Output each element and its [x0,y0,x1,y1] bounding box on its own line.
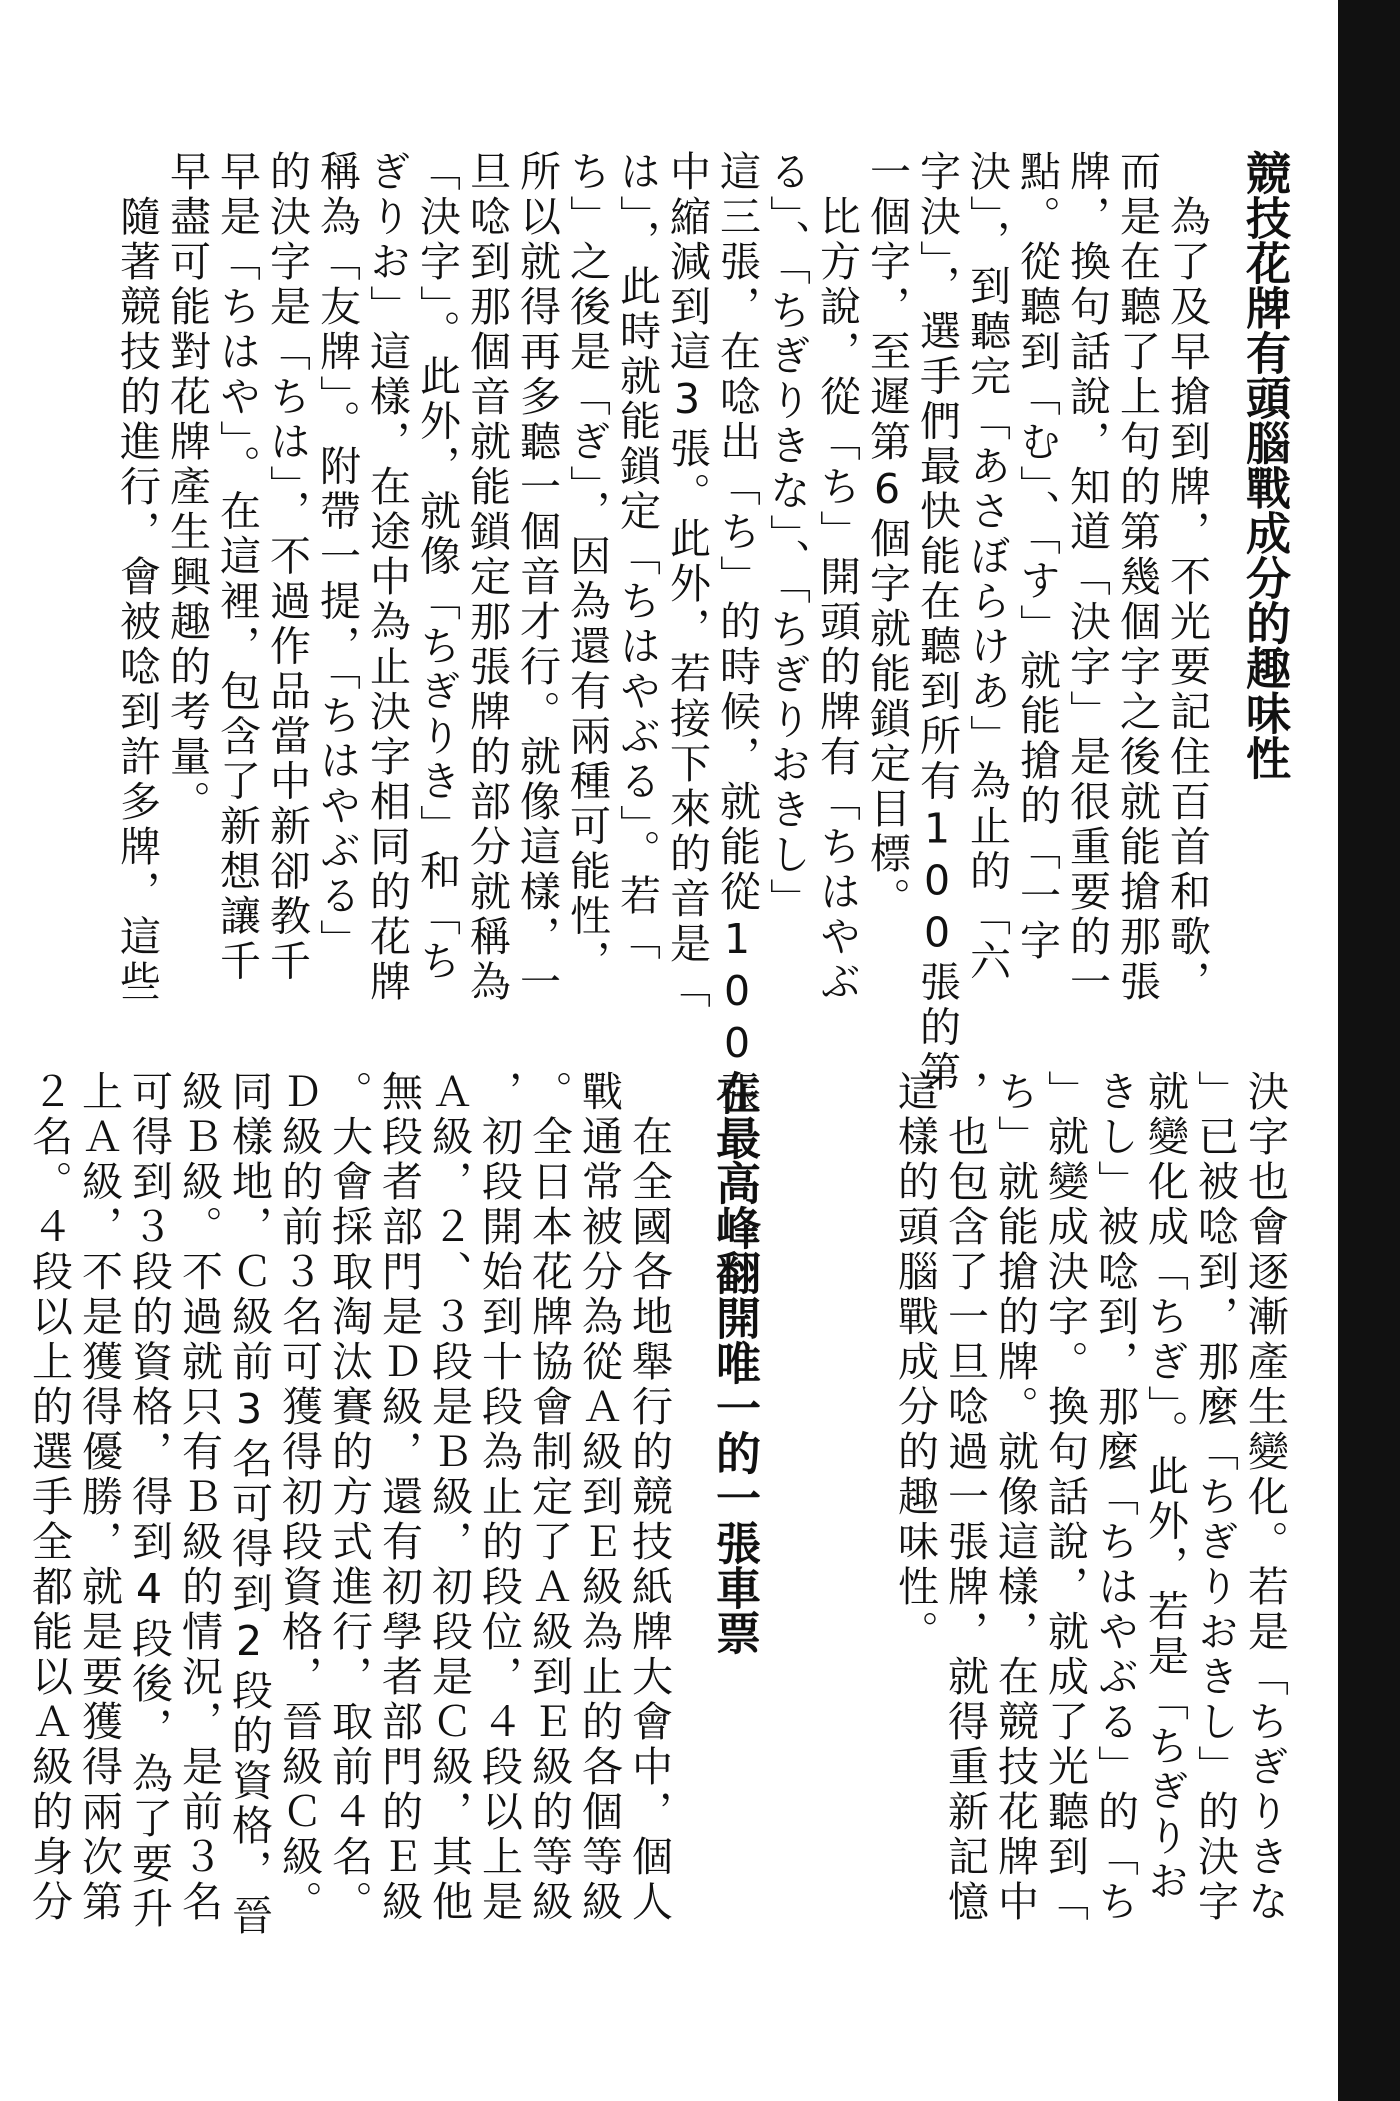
text-line: 無段者部門是Ｄ級，還有初學者部門的Ｅ級 [375,1070,423,1925]
text-line: 為了及早搶到牌，不光要記住百首和歌， [1163,150,1211,1005]
text-line: る」、「ちぎりきな」、「ちぎりおきし」 [763,150,811,923]
text-line: 戰通常被分為從Ａ級到Ｅ級為止的各個等級 [575,1070,623,1925]
text-line: 隨著競技的進行，會被唸到許多牌，這些 [113,150,161,1005]
text-line: 一個字，至遲第6個字就能鎖定目標。 [863,150,911,922]
bottom-right-article-block [770,1070,1290,2050]
text-line: ち」之後是「ぎ」，因為還有兩種可能性， [563,150,611,985]
text-line: 在全國各地舉行的競技紙牌大會中，個人 [625,1070,673,1925]
text-line: 「決字」。此外，就像「ちぎりき」和「ち [413,150,461,985]
text-line: ぎりお」這樣，在途中為止決字相同的花牌 [363,150,411,1005]
text-line: きし」被唸到，那麼「ちはやぶる」的「ち [1091,1070,1139,1925]
text-line: ，也包含了一旦唸過一張牌，就得重新記憶 [941,1070,989,1925]
text-line: 字決」，選手們最快能在聽到所有100張的第 [913,150,961,1096]
text-line: ち」就能搶的牌。就像這樣，在競技花牌中 [991,1070,1039,1925]
text-line: 這樣的頭腦戰成分的趣味性。 [891,1070,939,1655]
text-line: 這三張，在唸出「ち」的時候，就能從100張 [713,150,761,1116]
text-line: 。大會採取淘汰賽的方式進行，取前４名。 [325,1070,373,1925]
text-line: 點。從聽到「む」、「す」就能搶的「一字 [1013,150,1061,964]
page-edge-bar [1338,0,1400,2101]
text-line: 而是在聽了上句的第幾個字之後就能搶那張 [1113,150,1161,1005]
text-line: は」，此時就能鎖定「ちはやぶる」。若「 [613,150,661,964]
text-line: 稱為「友牌」。附帶一提，「ちはやぶる」 [313,150,361,964]
text-line: 所以就得再多聽一個音才行。就像這樣，一 [513,150,561,1005]
text-line: 同樣地，Ｃ級前3名可得到2段的資格，晉 [225,1070,273,1939]
text-line: 牌，換句話說，知道「決字」是很重要的一 [1063,150,1111,1005]
section-heading: 競技花牌有頭腦戰成分的趣味性 [1238,150,1291,780]
text-line: 決」，到聽完「あさぼらけあ」為止的「六 [963,150,1011,985]
text-line: 上Ａ級，不是獲得優勝，就是要獲得兩次第 [75,1070,123,1925]
section-heading: 在最高峰翻開唯一的一張車票 [708,1070,761,1655]
text-line: 可得到３段的資格，得到4段後，為了要升 [125,1070,173,1932]
text-line: 就變化成「ちぎ」。此外，若是「ちぎりお [1141,1070,1189,1905]
text-line: ，初段開始到十段為止的段位，４段以上是 [475,1070,523,1925]
text-line: Ｄ級的前３名可獲得初段資格，晉級Ｃ級。 [275,1070,323,1925]
top-article-block [90,150,1291,1116]
text-line: 比方說，從「ち」開頭的牌有「ちはやぶ [813,150,861,1005]
text-line: Ａ級，２、３段是Ｂ級，初段是Ｃ級，其他 [425,1070,473,1925]
text-line: 早盡可能對花牌產生興趣的考量。 [163,150,211,825]
text-line: 早是「ちはや」。在這裡，包含了新想讓千 [213,150,261,985]
text-line: 級Ｂ級。不過就只有Ｂ級的情況，是前３名 [175,1070,223,1925]
text-line: ２名。４段以上的選手全都能以Ａ級的身分 [25,1070,73,1925]
text-line: 的決字是「ちは」，不過作品當中新卻教千 [263,150,311,985]
text-line: 」已被唸到，那麼「ちぎりおきし」的決字 [1191,1070,1239,1925]
text-line: 中縮減到這3張。此外，若接下來的音是「 [663,150,711,1012]
text-line: 」就變成決字。換句話說，就成了光聽到「 [1041,1070,1089,1925]
bottom-left-article-block [25,1070,761,2050]
text-line: 。全日本花牌協會制定了Ａ級到Ｅ級的等級 [525,1070,573,1925]
text-line: 旦唸到那個音就能鎖定那張牌的部分就稱為 [463,150,511,1005]
text-line: 決字也會逐漸產生變化。若是「ちぎりきな [1241,1070,1289,1925]
